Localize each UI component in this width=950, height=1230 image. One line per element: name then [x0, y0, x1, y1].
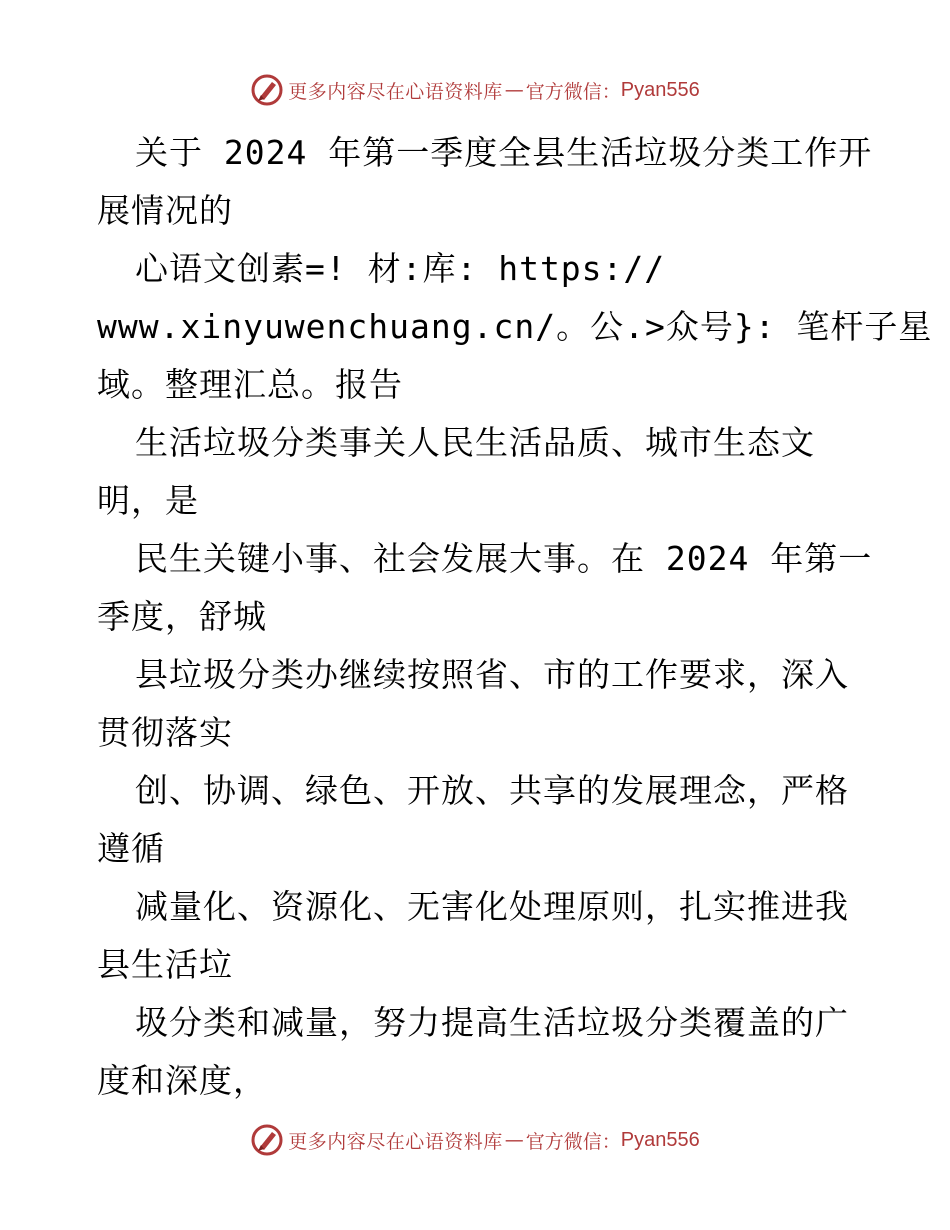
text-line: 县生活垃 [97, 945, 233, 984]
footer-banner [0, 1120, 950, 1160]
text-line: 减量化、资源化、无害化处理原则，扎实推进我 [135, 887, 849, 926]
pen-nib-logo-icon [250, 1123, 284, 1157]
header-banner [0, 70, 950, 110]
banner-handle: Pyan556 [620, 1128, 700, 1151]
text-line: 展情况的 [97, 191, 233, 230]
banner-separator: — [504, 1129, 524, 1151]
text-line: 贯彻落实 [97, 713, 233, 752]
text-line: 创、协调、绿色、开放、共享的发展理念，严格 [135, 771, 849, 810]
pen-nib-logo-icon [250, 73, 284, 107]
text-line: 度和深度， [97, 1061, 267, 1100]
banner-separator: — [504, 79, 524, 101]
banner-wechat-label: 官方微信： [525, 1130, 621, 1153]
banner-wechat-label: 官方微信： [525, 80, 621, 103]
text-line: 民生关键小事、社会发展大事。在 2024 年第一 [135, 539, 873, 578]
banner-main-text: 更多内容尽在心语资料库 [288, 1130, 503, 1153]
banner-main-text: 更多内容尽在心语资料库 [288, 80, 503, 103]
text-line: 关于 2024 年第一季度全县生活垃圾分类工作开 [135, 133, 873, 172]
text-line: www.xinyuwenchuang.cn/。公.>众号}: 笔杆子星 [97, 307, 933, 346]
text-line: 县垃圾分类办继续按照省、市的工作要求，深入 [135, 655, 849, 694]
text-line: 心语文创素=! 材:库: https:// [135, 249, 666, 288]
banner-handle: Pyan556 [620, 78, 700, 101]
text-line: 生活垃圾分类事关人民生活品质、城市生态文 [135, 423, 815, 462]
text-line: 域。整理汇总。报告 [97, 365, 403, 404]
text-line: 遵循 [97, 829, 165, 868]
text-line: 明，是 [97, 481, 199, 520]
document-body [97, 124, 933, 1110]
text-line: 圾分类和减量，努力提高生活垃圾分类覆盖的广 [135, 1003, 849, 1042]
text-line: 季度，舒城 [97, 597, 267, 636]
